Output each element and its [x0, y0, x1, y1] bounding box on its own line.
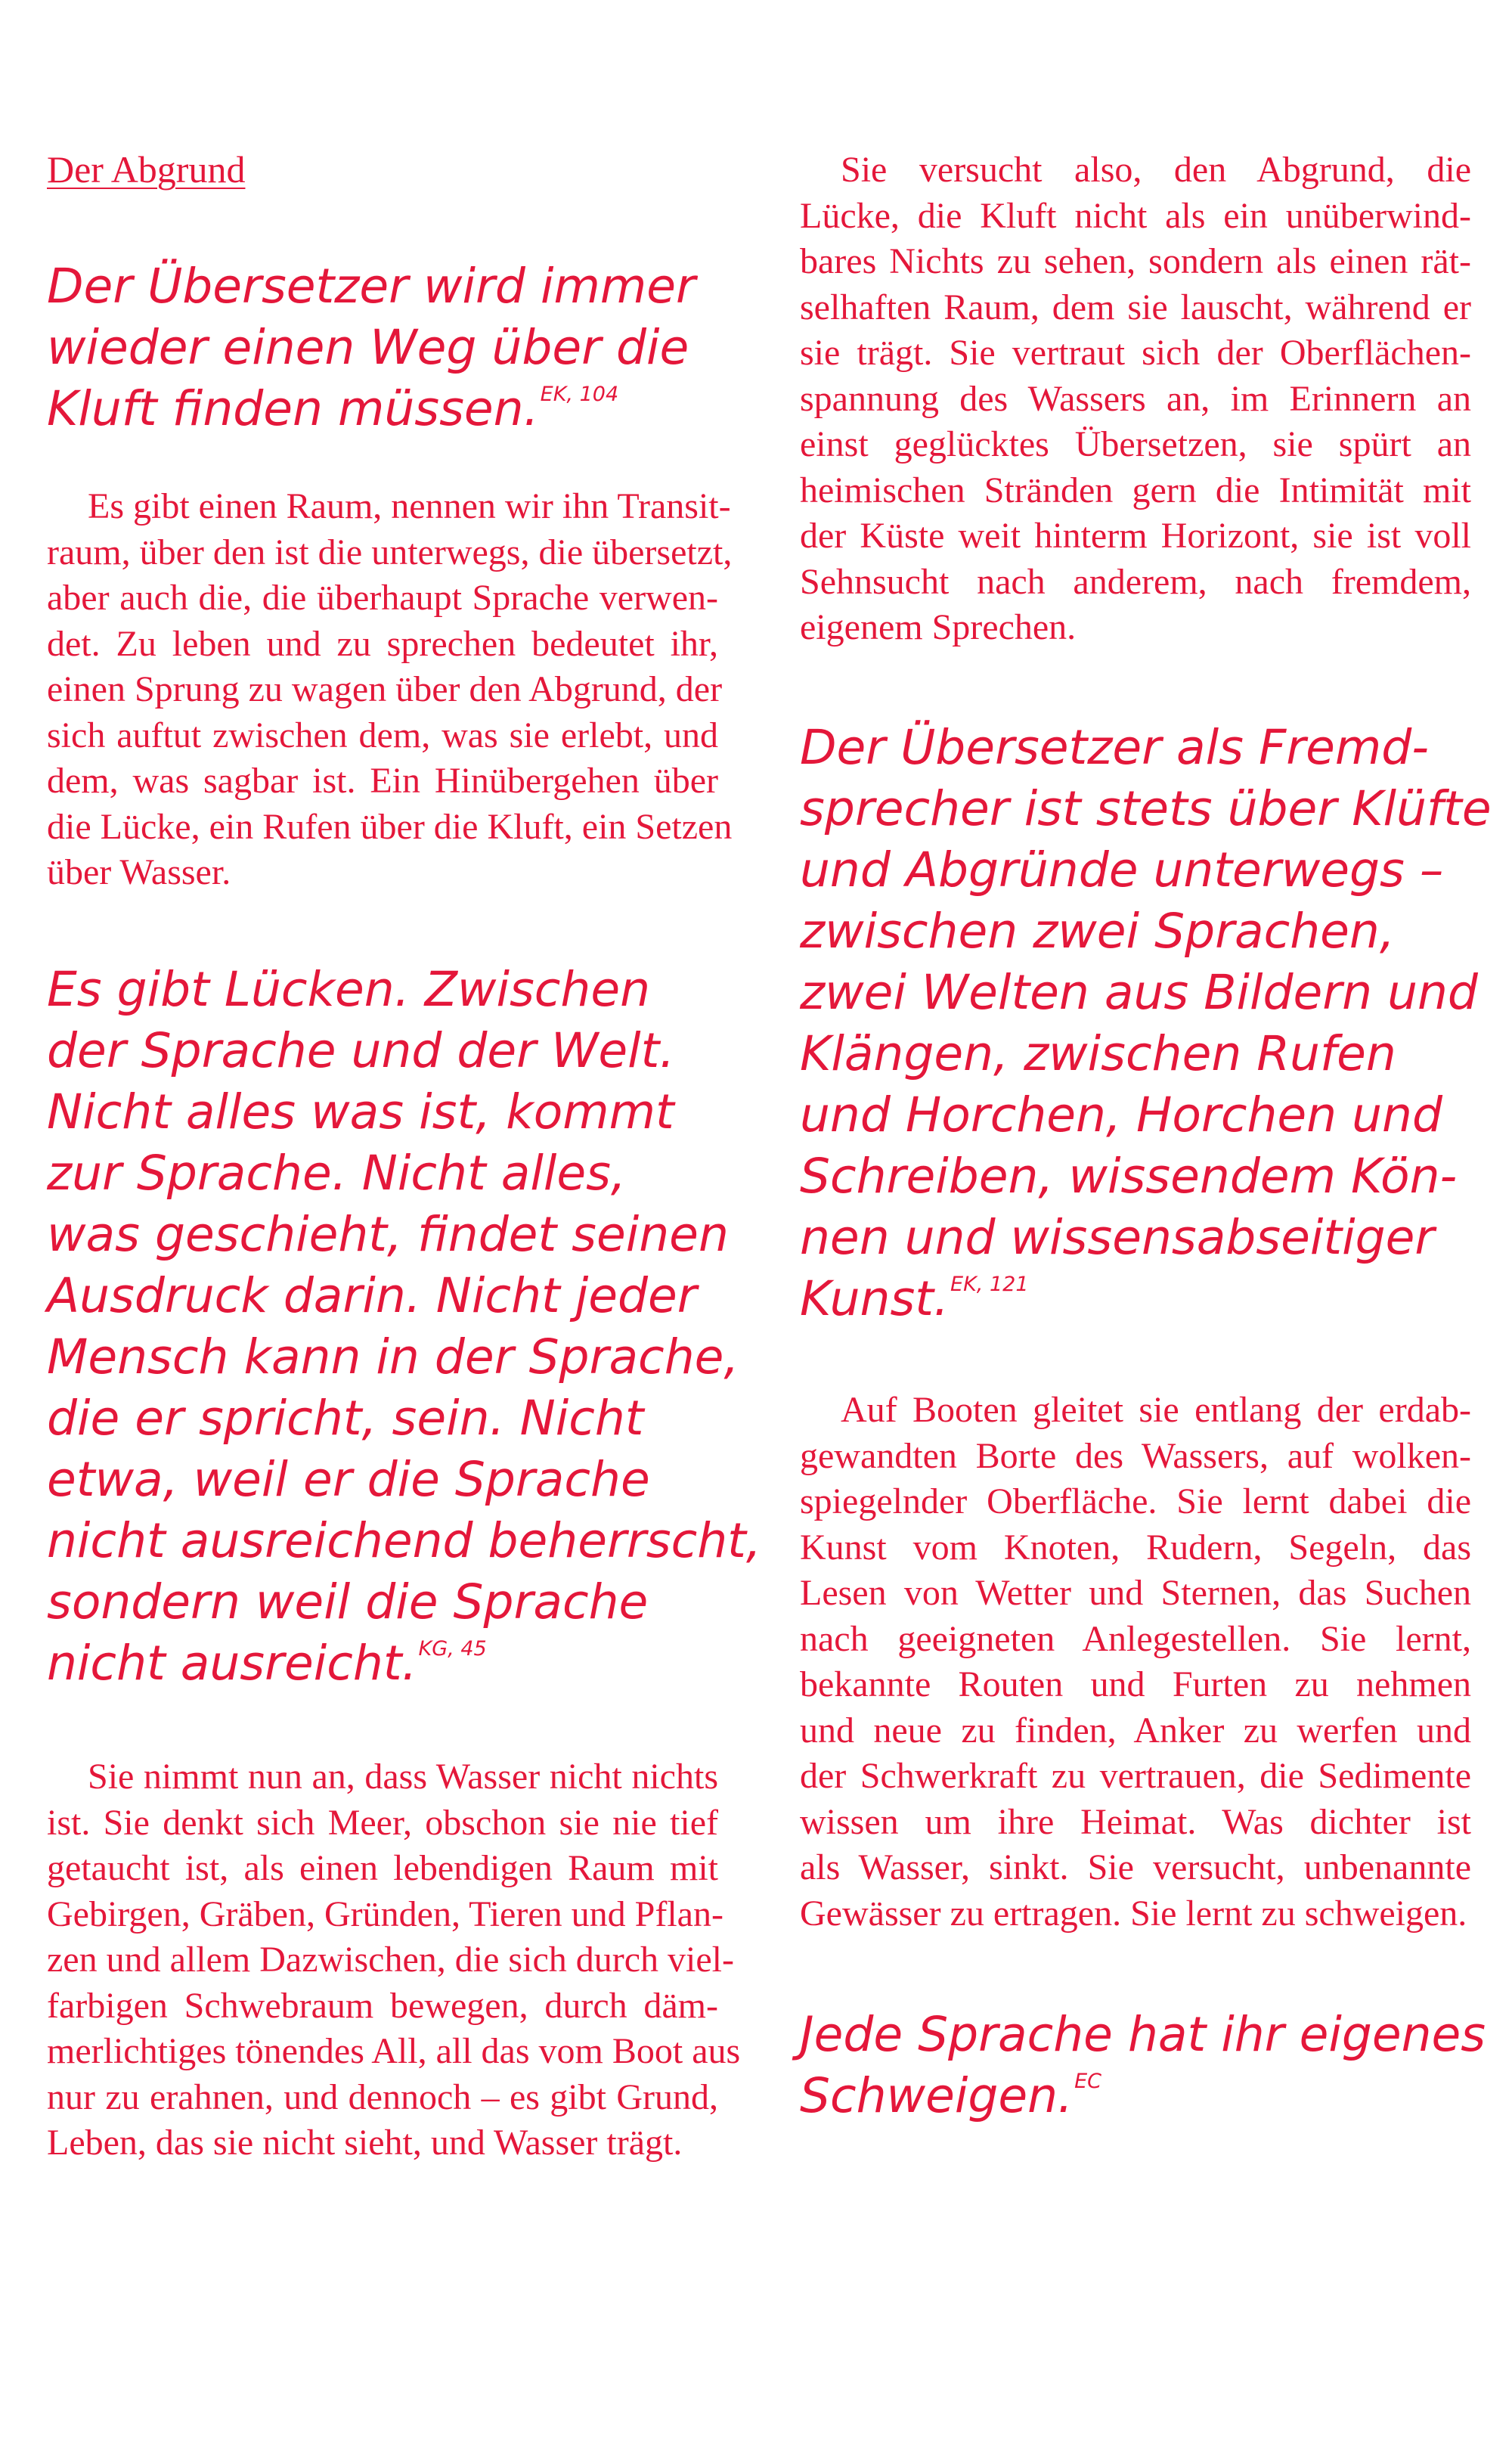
text-line: getaucht ist, als einen lebendigen Raum mit: [47, 1848, 718, 1888]
text-line: Lesen von Wetter und Sternen, das Suchen: [800, 1573, 1471, 1613]
text-line: der Schwerkraft zu vertrauen, die Sedimente: [800, 1756, 1471, 1796]
paragraph-transitraum: [47, 484, 733, 896]
citation: EC: [1074, 2070, 1101, 2093]
quote-line: Der Übersetzer wird immer: [47, 259, 696, 314]
text-line: die Lücke, ein Rufen über die Kluft, ein Setzen: [47, 806, 733, 847]
quote-line: Es gibt Lücken. Zwischen: [47, 962, 651, 1017]
text-line: sich auftut zwischen dem, was sie erlebt, und: [47, 715, 718, 755]
quote-line: wieder einen Weg über die: [47, 320, 689, 375]
text-line: über Wasser.: [47, 852, 231, 892]
quote-line: der Sprache und der Welt.: [47, 1023, 675, 1078]
pull-quote-fremdsprecher: [800, 717, 1492, 1329]
text-line: nur zu erahnen, und dennoch – es gibt Grund,: [47, 2076, 718, 2117]
text-line: Sie nimmt nun an, dass Wasser nicht nichts: [88, 1757, 718, 1797]
text-line: bares Nichts zu sehen, sondern als einen rät-: [800, 241, 1471, 281]
citation: KG, 45: [418, 1637, 487, 1661]
quote-line: Schweigen.$^{EC}$: [800, 2068, 1101, 2123]
quote-line: Klängen, zwischen Rufen: [800, 1026, 1396, 1081]
text-line: dem, was sagbar ist. Ein Hinübergehen über: [47, 761, 718, 801]
text-line: eigenem Sprechen.: [800, 607, 1077, 647]
text-line: Lücke, die Kluft nicht als ein unüberwind-: [800, 195, 1471, 236]
text-line: gewandten Borte des Wassers, auf wolken-: [800, 1435, 1471, 1476]
quote-line: Ausdruck darin. Nicht jeder: [47, 1268, 697, 1323]
quote-line: und Abgründe unterwegs –: [800, 842, 1444, 898]
citation: EK, 104: [540, 383, 619, 406]
quote-line: und Horchen, Horchen und: [800, 1087, 1442, 1143]
text-line: Sie versucht also, den Abgrund, die: [841, 150, 1471, 190]
quote-line: sprecher ist stets über Klüfte: [800, 781, 1492, 836]
section-title: Der Abgrund: [47, 148, 246, 191]
text-line: nach geeigneten Anlegestellen. Sie lernt,: [800, 1618, 1471, 1659]
quote-line: nen und wissensabseitiger: [800, 1210, 1435, 1265]
quote-line: Mensch kann in der Sprache,: [47, 1329, 739, 1385]
text-line: Leben, das sie nicht sieht, und Wasser trägt.: [47, 2123, 683, 2163]
quote-line: zwei Welten aus Bildern und: [800, 965, 1478, 1020]
quote-line: nicht ausreichend beherrscht,: [47, 1513, 761, 1568]
text-line: spannung des Wassers an, im Erinnern an: [800, 378, 1471, 419]
text-line: raum, über den ist die unterwegs, die übersetzt,: [47, 532, 733, 572]
quote-line: etwa, weil er die Sprache: [47, 1452, 650, 1507]
quote-line: Schreiben, wissendem Kön-: [800, 1149, 1458, 1204]
text-line: Es gibt einen Raum, nennen wir ihn Transit-: [88, 486, 731, 526]
text-line: und neue zu finden, Anker zu werfen und: [800, 1710, 1471, 1751]
text-line: spiegelnder Oberfläche. Sie lernt dabei die: [800, 1481, 1471, 1521]
quote-line: Nicht alles was ist, kommt: [47, 1084, 674, 1140]
quote-line: Jede Sprache hat ihr eigenes: [800, 2007, 1486, 2062]
quote-line: Kunst.$^{EK, 121}$: [800, 1271, 1029, 1326]
text-line: als Wasser, sinkt. Sie versucht, unbenannte: [800, 1847, 1471, 1887]
text-line: wissen um ihre Heimat. Was dichter ist: [800, 1801, 1471, 1842]
text-line: sie trägt. Sie vertraut sich der Oberflächen-: [800, 333, 1471, 373]
quote-line: Der Übersetzer als Fremd-: [800, 720, 1429, 775]
text-line: farbigen Schwebraum bewegen, durch däm-: [47, 1985, 718, 2026]
quote-line: zur Sprache. Nicht alles,: [47, 1146, 626, 1201]
pull-quote-schweigen: [800, 2004, 1486, 2126]
text-line: aber auch die, die überhaupt Sprache verwen-: [47, 578, 718, 618]
text-line: zen und allem Dazwischen, die sich durch viel-: [47, 1940, 734, 1980]
pull-quote-luecken: [47, 959, 761, 1694]
text-line: der Küste weit hinterm Horizont, sie ist voll: [800, 516, 1471, 556]
quote-line: Kluft finden müssen.$^{EK, 104}$: [47, 381, 619, 436]
quote-line: nicht ausreicht.$^{KG, 45}$: [47, 1636, 487, 1691]
text-line: det. Zu leben und zu sprechen bedeutet ihr,: [47, 623, 718, 664]
quote-line: die er spricht, sein. Nicht: [47, 1391, 644, 1446]
text-line: ist. Sie denkt sich Meer, obschon sie nie tief: [47, 1802, 718, 1843]
paragraph-oberflaeche: [800, 147, 1471, 651]
pull-quote-kluft: [47, 256, 696, 439]
paragraph-wasser: [47, 1754, 741, 2166]
text-line: heimischen Stränden gern die Intimität mit: [800, 470, 1471, 510]
text-line: Sehnsucht nach anderem, nach fremdem,: [800, 561, 1471, 602]
quote-line: zwischen zwei Sprachen,: [800, 904, 1395, 959]
text-line: Kunst vom Knoten, Rudern, Segeln, das: [800, 1527, 1471, 1568]
quote-line: was geschieht, findet seinen: [47, 1207, 729, 1262]
text-line: Auf Booten gleitet sie entlang der erdab-: [841, 1390, 1471, 1430]
text-line: bekannte Routen und Furten zu nehmen: [800, 1664, 1471, 1704]
text-line: einst geglücktes Übersetzen, sie spürt an: [800, 424, 1471, 464]
text-line: Gewässer zu ertragen. Sie lernt zu schweigen.: [800, 1893, 1467, 1934]
citation: EK, 121: [950, 1273, 1029, 1296]
paragraph-booten: [800, 1388, 1471, 1937]
text-line: merlichtiges tönendes All, all das vom Boot aus: [47, 2031, 741, 2071]
text-line: Gebirgen, Gräben, Gründen, Tieren und Pflan-: [47, 1893, 723, 1934]
text-line: einen Sprung zu wagen über den Abgrund, der: [47, 669, 723, 709]
quote-line: sondern weil die Sprache: [47, 1574, 649, 1630]
text-line: selhaften Raum, dem sie lauscht, während er: [800, 287, 1471, 327]
